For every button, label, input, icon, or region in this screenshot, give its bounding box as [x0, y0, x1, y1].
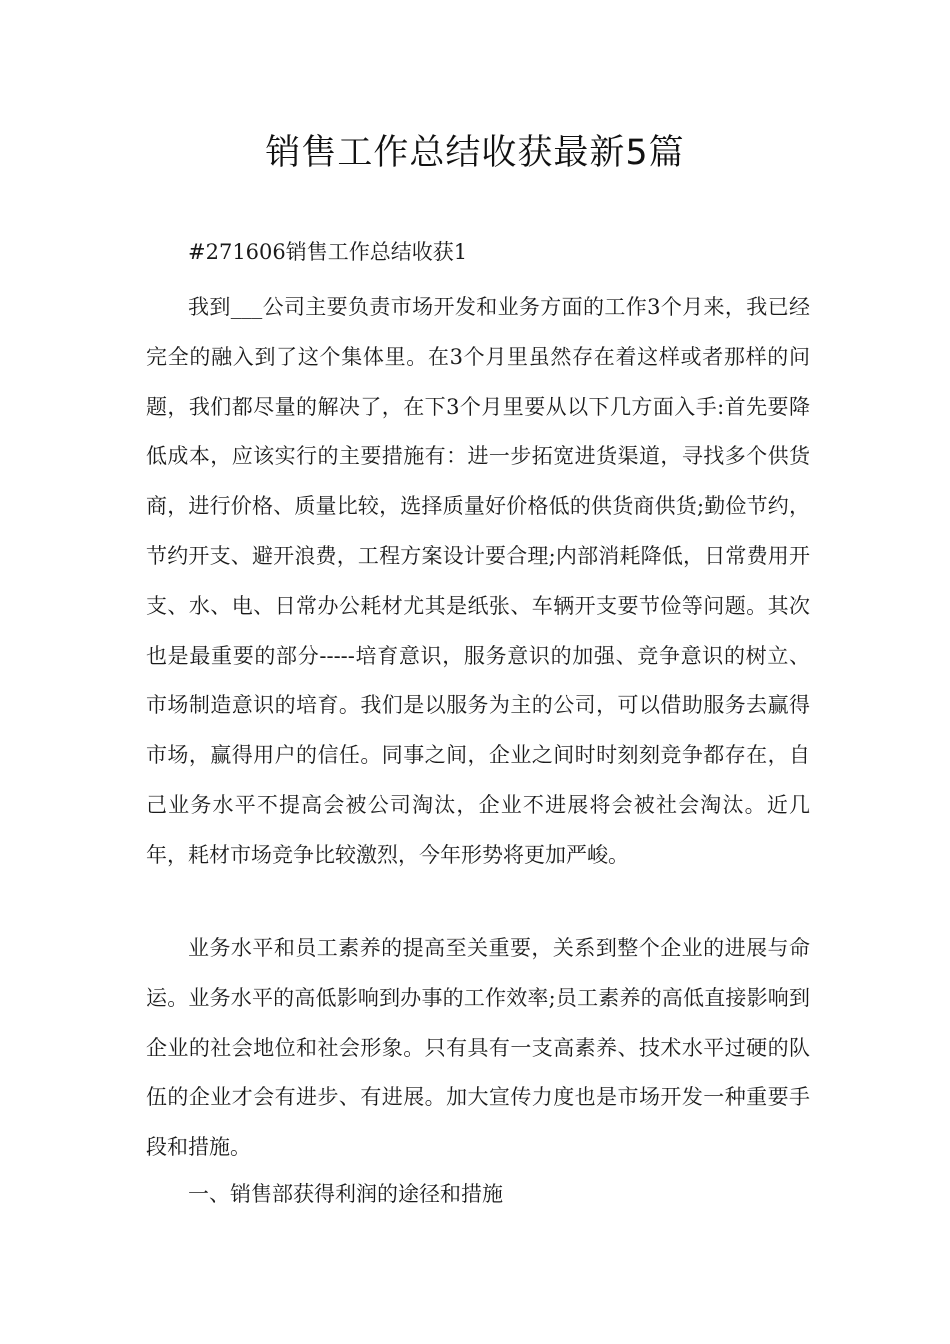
- section-heading: 一、销售部获得利润的途径和措施: [188, 1182, 503, 1206]
- article-subheading: #271606销售工作总结收获1: [188, 240, 468, 264]
- paragraph-1: 我到___公司主要负责市场开发和业务方面的工作3个月来，我已经完全的融入到了这个集体里。在3个月里虽然存在着这样或者那样的问题，我们都尽量的解决了，在下3个月里要从以下几方面入手:首先要降低成本，应该实行的主要措施有：进一步拓宽进货渠道，寻找多个供货商，进行价格、质量比较，选择质量好价格低的供货商供货;勤俭节约，节约开支、避开浪费，工程方案设计要合理;内部消耗降低，日常费用开支、水、电、日常办公耗材尤其是纸张、车辆开支要节俭等问题。其次也是最重要的部分-----培育意识，服务意识的加强、竞争意识的树立、市场制造意识的培育。我们是以服务为主的公司，可以借助服务去赢得市场，赢得用户的信任。同事之间，企业之间时时刻刻竞争都存在，自己业务水平不提高会被公司淘汰，企业不进展将会被社会淘汰。近几年，耗材市场竞争比较激烈，今年形势将更加严峻。: [146, 295, 810, 867]
- paragraph-2: 业务水平和员工素养的提高至关重要，关系到整个企业的进展与命运。业务水平的高低影响到办事的工作效率;员工素养的高低直接影响到企业的社会地位和社会形象。只有具有一支高素养、技术水平过硬的队伍的企业才会有进步、有进展。加大宣传力度也是市场开发一种重要手段和措施。: [146, 936, 810, 1160]
- document-title: 销售工作总结收获最新5篇: [265, 133, 685, 173]
